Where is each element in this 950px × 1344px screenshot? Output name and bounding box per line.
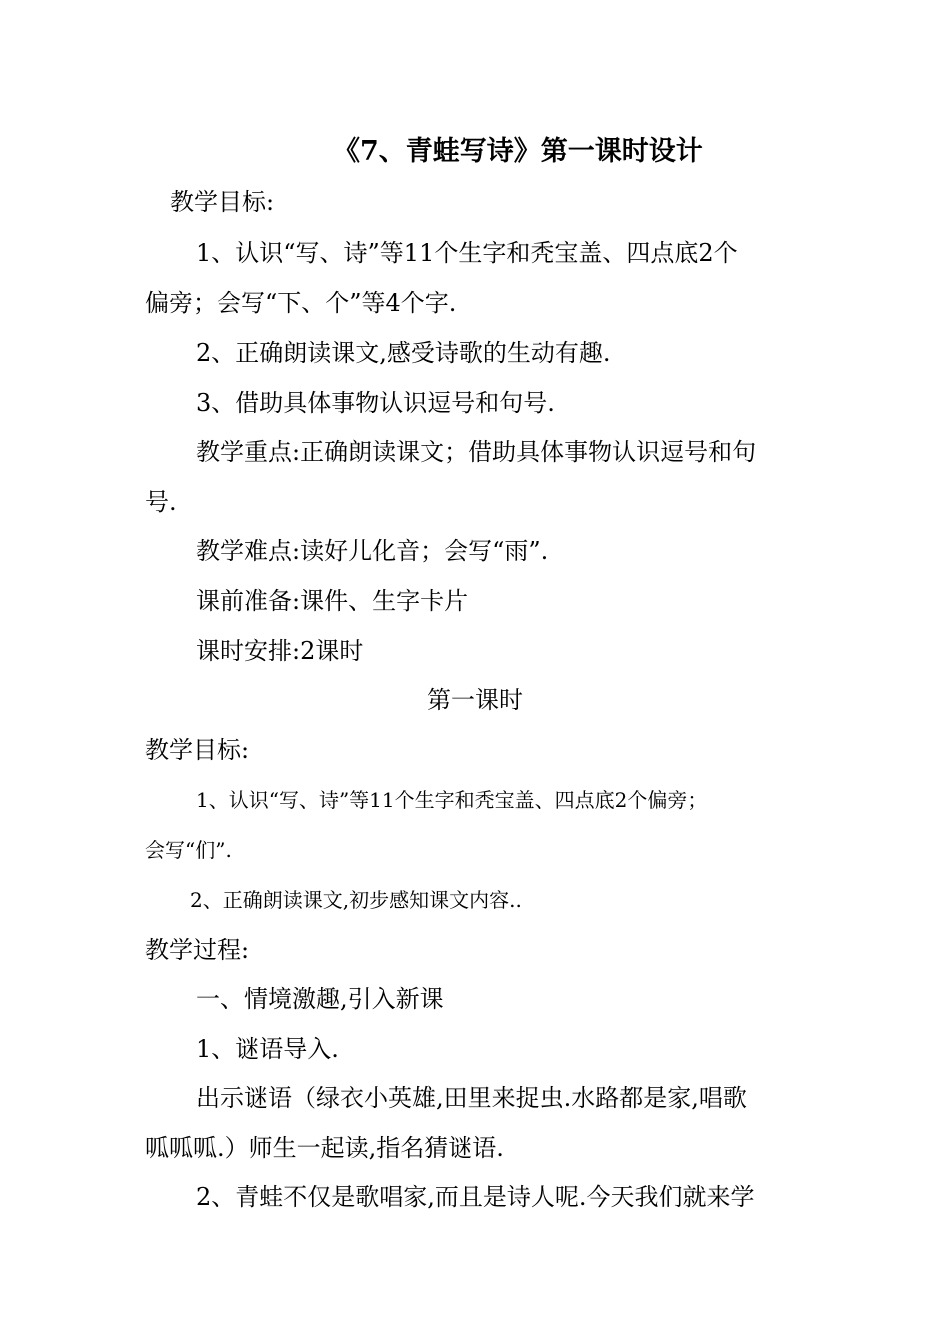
lesson-goal-1-line-1: 1、认识“写、诗”等11个生字和秃宝盖、四点底2个偏旁； <box>196 788 708 812</box>
goal-1-line-1: 1、认识“写、诗”等11个生字和秃宝盖、四点底2个 <box>196 239 738 267</box>
difficult-points: 教学难点:读好儿化音；会写“雨”. <box>196 537 549 565</box>
step-1-item-1: 1、谜语导入. <box>196 1035 339 1063</box>
teaching-process-heading: 教学过程: <box>145 936 250 964</box>
riddle-line-1: 出示谜语（绿衣小英雄,田里来捉虫.水路都是家,唱歌 <box>196 1084 747 1112</box>
goal-2: 2、正确朗读课文,感受诗歌的生动有趣. <box>196 339 611 367</box>
goal-1-line-2: 偏旁；会写“下、个”等4个字. <box>145 289 457 317</box>
step-1-heading: 一、情境激趣,引入新课 <box>196 985 444 1013</box>
section-heading-first-lesson: 第一课时 <box>427 686 523 714</box>
preparation: 课前准备:课件、生字卡片 <box>196 587 469 615</box>
document-title: 《7、青蛙写诗》第一课时设计 <box>333 136 703 167</box>
key-points-line-1: 教学重点:正确朗读课文；借助具体事物认识逗号和句 <box>196 438 757 466</box>
goal-3: 3、借助具体事物认识逗号和句号. <box>196 389 555 417</box>
lesson-goal-1-line-2: 会写“们”. <box>145 838 232 862</box>
key-points-line-2: 号. <box>145 488 177 516</box>
step-1-item-2: 2、青蛙不仅是歌唱家,而且是诗人呢.今天我们就来学 <box>196 1183 755 1211</box>
schedule: 课时安排:2课时 <box>196 637 364 665</box>
lesson-goal-2: 2、正确朗读课文,初步感知课文内容.. <box>190 888 522 912</box>
teaching-goals-heading: 教学目标: <box>170 188 275 216</box>
lesson-goals-heading: 教学目标: <box>145 736 250 764</box>
riddle-line-2: 呱呱呱.）师生一起读,指名猜谜语. <box>145 1134 504 1162</box>
